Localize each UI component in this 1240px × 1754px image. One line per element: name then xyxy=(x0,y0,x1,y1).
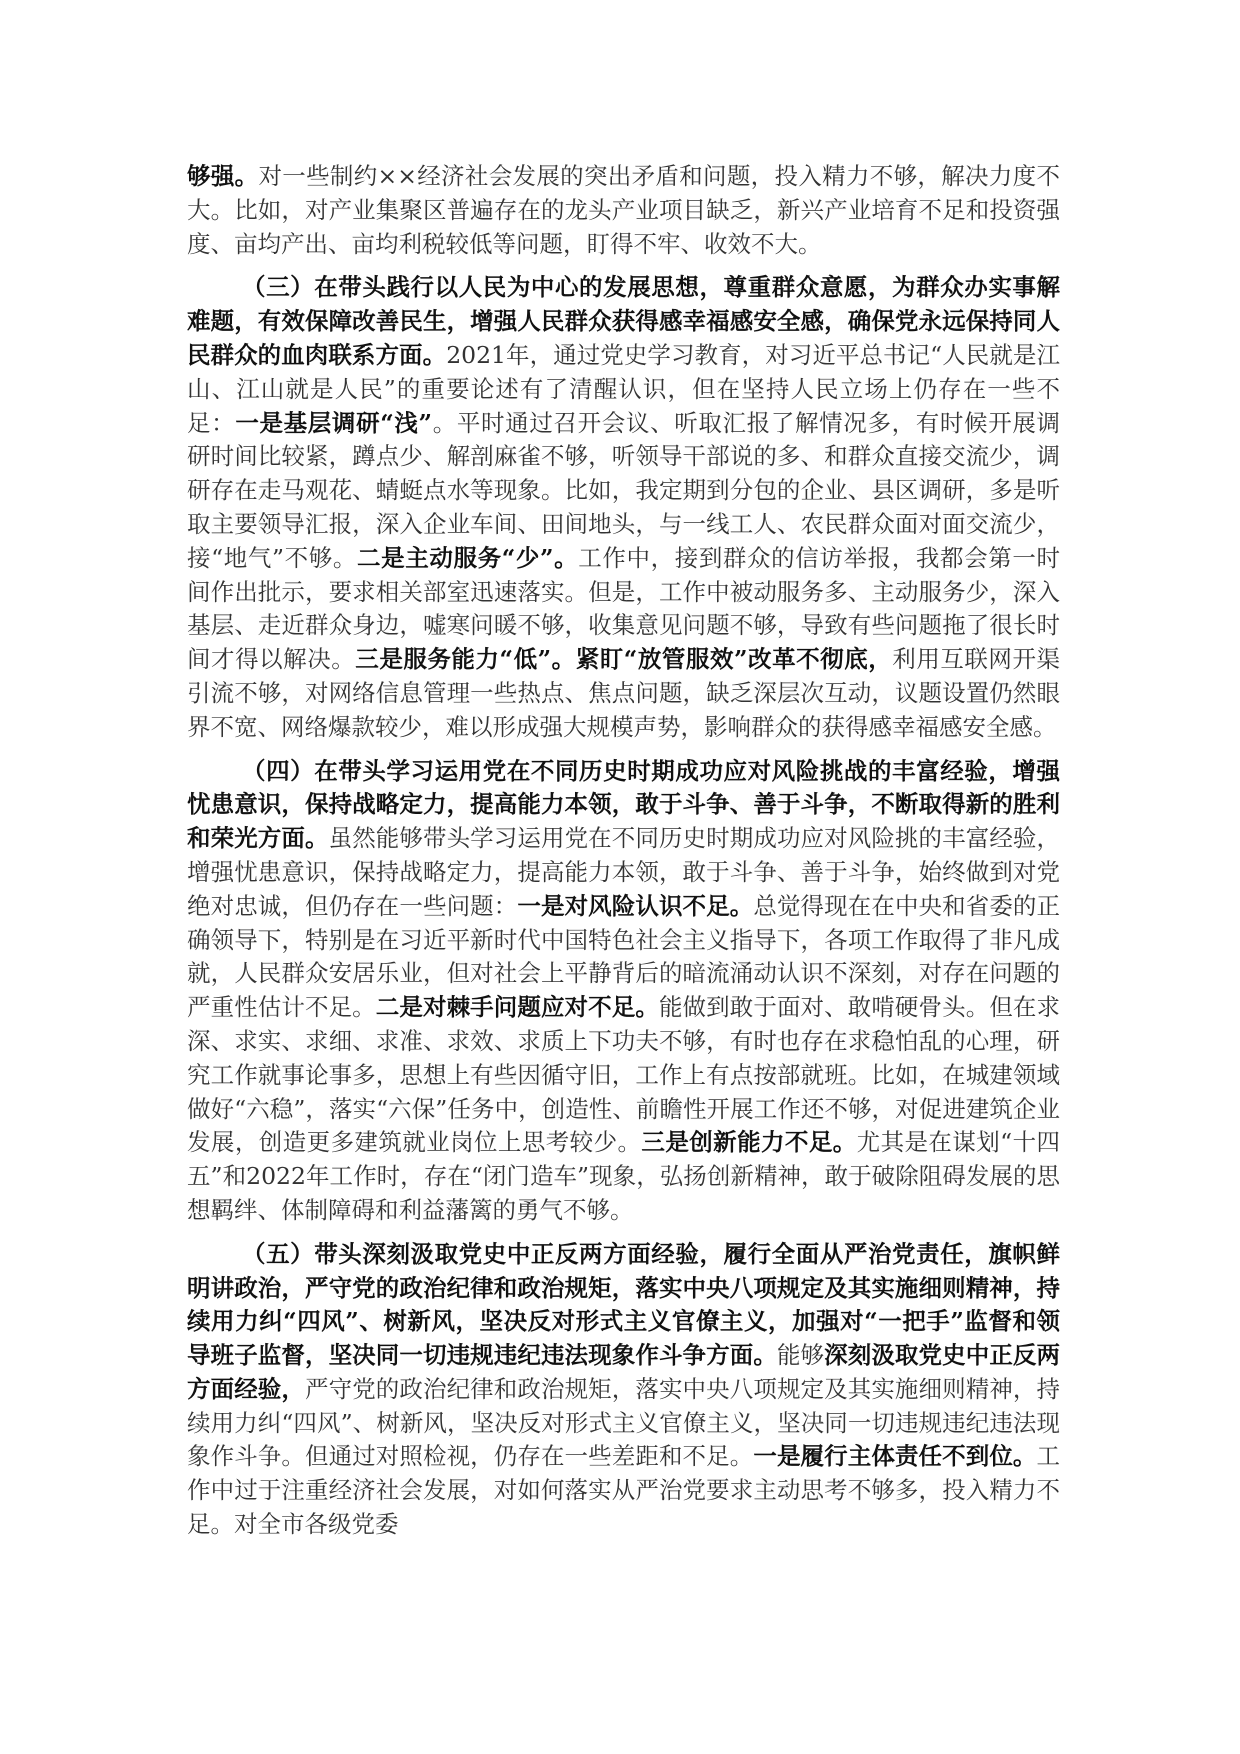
text-segment: 能够 xyxy=(776,1341,825,1370)
text-segment: 总觉得现在在中央和省委的正确领导下，特别是在习近平新时代中国特色社会主义指导下，各项工作取得了非凡成就，人民群众安居乐业，但对社会上平静背后的暗流涌动认识不深刻，对存在问题的严重性估计不足。 xyxy=(187,891,1061,1022)
bold-text-segment: 三是服务能力“低”。紧盯“放管服效”改革不彻底， xyxy=(355,645,893,674)
text-segment: 虽然能够带头学习运用党在不同历史时期成功应对风险挑的丰富经验，增强忧患意识，保持战略定力，提高能力本领，敢于斗争、善于斗争，始终做到对党绝对忠诚，但仍存在一些问题： xyxy=(187,824,1061,920)
bold-text-segment: 三是创新能力不足。 xyxy=(641,1128,857,1157)
text-segment: 工作中，接到群众的信访举报，我都会第一时间作出批示，要求相关部室迅速落实。但是，工作中被动服务多、主动服务少，深入基层、走近群众身边，嘘寒问暖不够，收集意见问题不够，导致有些问题拖了很长时间才得以解决。 xyxy=(187,543,1060,674)
paragraph-section-4 xyxy=(187,755,1060,1228)
bold-text-segment: 一是履行主体责任不到位。 xyxy=(753,1442,1037,1471)
bold-text-segment: 一是基层调研“浅” xyxy=(235,408,433,437)
text-segment: 2021年，通过党史学习教育，对习近平总书记“人民就是江山、江山就是人民”的重要论述有了清醒认识，但在坚持人民立场上仍存在一些不足： xyxy=(187,340,1060,437)
paragraph-section-3 xyxy=(187,271,1060,744)
bold-text-segment: 一是对风险认识不足。 xyxy=(517,891,754,920)
text-segment: 工作中过于注重经济社会发展，对如何落实从严治党要求主动思考不够多，投入精力不足。对全市各级党委 xyxy=(187,1442,1061,1539)
text-segment: 对一些制约××经济社会发展的突出矛盾和问题，投入精力不够，解决力度不大。比如，对产业集聚区普遍存在的龙头产业项目缺乏，新兴产业培育不足和投资强度、亩均产出、亩均利税较低等问题，盯得不牢、收效不大。 xyxy=(187,162,1060,258)
bold-text-segment: 二是主动服务“少”。 xyxy=(356,543,579,572)
bold-text-segment: （三）在带头践行以人民为中心的发展思想，尊重群众意愿，为群众办实事解难题，有效保障改善民生，增强人民群众获得感幸福感安全感，确保党永远保持同人民群众的血肉联系方面。 xyxy=(187,273,1060,369)
document-page xyxy=(187,160,1060,1552)
text-segment: 尤其是在谋划“十四五”和2022年工作时，存在“闭门造车”现象，弘扬创新精神，敢于破除阻碍发展的思想羁绊、体制障碍和利益藩篱的勇气不够。 xyxy=(187,1128,1061,1224)
bold-text-segment: （四）在带头学习运用党在不同历史时期成功应对风险挑战的丰富经验，增强忧患意识，保持战略定力，提高能力本领，敢于斗争、善于斗争，不断取得新的胜利和荣光方面。 xyxy=(187,756,1060,853)
bold-text-segment: 深刻汲取党史中正反两方面经验， xyxy=(187,1341,1061,1403)
text-segment: 利用互联网开渠引流不够，对网络信息管理一些热点、焦点问题，缺乏深层次互动，议题设置仍然眼界不宽、网络爆款较少，难以形成强大规模声势，影响群众的获得感幸福感安全感。 xyxy=(187,645,1061,741)
bold-text-segment: 够强。 xyxy=(187,162,259,190)
bold-text-segment: 二是对棘手问题应对不足。 xyxy=(375,993,659,1022)
text-segment: 。平时通过召开会议、听取汇报了解情况多，有时候开展调研时间比较紧，蹲点少、解剖麻雀不够，听领导干部说的多、和群众直接交流少，调研存在走马观花、蜻蜓点水等现象。比如，我定期到分包的企业、县区调研，多是听取主要领导汇报，深入企业车间、田间地头，与一线工人、农民群众面对面交流少，接“地气”不够。 xyxy=(187,408,1061,572)
paragraph xyxy=(187,160,1060,261)
paragraph-section-5 xyxy=(187,1238,1060,1542)
text-segment: 严守党的政治纪律和政治规矩，落实中央八项规定及其实施细则精神，持续用力纠“四风”、树新风，坚决反对形式主义官僚主义，坚决同一切违规违纪违法现象作斗争。但通过对照检视，仍存在一些差距和不足。 xyxy=(187,1374,1061,1471)
text-segment: 能做到敢于面对、敢啃硬骨头。但在求深、求实、求细、求准、求效、求质上下功夫不够，有时也存在求稳怕乱的心理，研究工作就事论事多，思想上有些因循守旧，工作上有点按部就班。比如，在城建领域做好“六稳”，落实“六保”任务中，创造性、前瞻性开展工作还不够，对促进建筑企业发展，创造更多建筑就业岗位上思考较少。 xyxy=(187,993,1061,1157)
bold-text-segment: （五）带头深刻汲取党史中正反两方面经验，履行全面从严治党责任，旗帜鲜明讲政治，严守党的政治纪律和政治规矩，落实中央八项规定及其实施细则精神，持续用力纠“四风”、树新风，坚决反对形式主义官僚主义，加强对“一把手”监督和领导班子监督，坚决同一切违规违纪违法现象作斗争方面。 xyxy=(187,1239,1060,1370)
